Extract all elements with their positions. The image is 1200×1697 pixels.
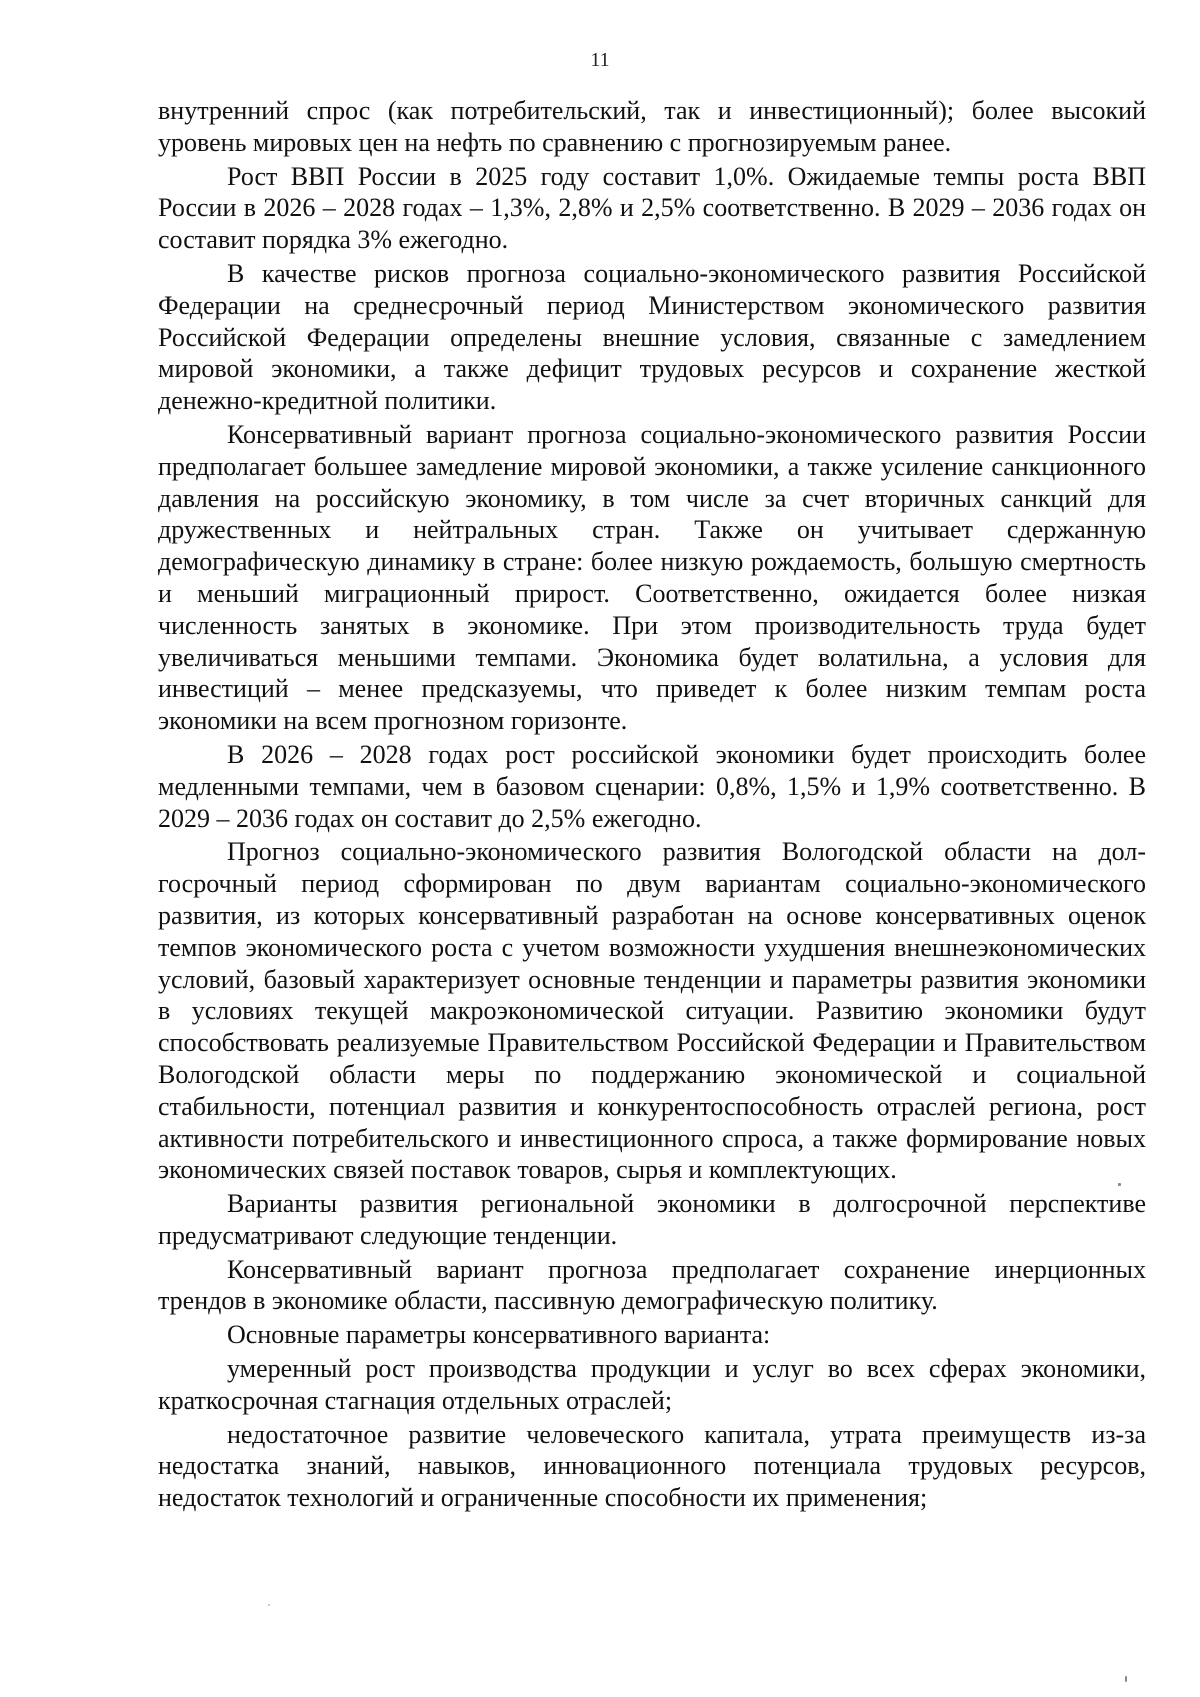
paragraph-main-parameters: Основные параметры консервативного варианта: bbox=[227, 1320, 771, 1350]
page-number: 11 bbox=[590, 49, 610, 71]
scan-speck bbox=[268, 1604, 270, 1606]
scan-speck bbox=[1118, 1183, 1121, 1186]
list-item-production-growth: умеренный рост производства продукции и услуг во всех сферах экономики, краткосрочная стагнация отдельных отраслей; bbox=[158, 1354, 1146, 1415]
scan-speck bbox=[1125, 1676, 1127, 1682]
paragraph-regional-variants: Варианты развития региональной экономики в долгосрочной перспективе предусматривают следующие тенденции. bbox=[158, 1189, 1146, 1250]
paragraph-growth-rates: В 2026 – 2028 годах рост российской экономики будет происходить более медленными темпами, чем в базовом сценарии: 0,8%, 1,5% и 1,9% соответственно. В 2029 – 2036 годах он составит до 2,5% ежегодно. bbox=[158, 739, 1146, 833]
list-item-human-capital: недостаточное развитие человеческого капитала, утрата преимуществ из-за недостатка знаний, навыков, инновационного потенциала трудовых ресурсов, недостаток технологий и ограниченные способности их применения; bbox=[158, 1419, 1146, 1513]
document-body bbox=[158, 95, 1146, 1516]
paragraph-gdp-growth: Рост ВВП России в 2025 году составит 1,0%. Ожидаемые темпы роста ВВП России в 2026 – 2028 годах – 1,3%, 2,8% и 2,5% соответственно. В 2029 – 2036 годах он составит порядка 3% ежегодно. bbox=[158, 161, 1146, 255]
paragraph-vologda-forecast: Прогноз социально-экономического развития Вологодской области на долгосрочный период сформирован по двум вариантам социально-экономического развития, из которых консервативный разработан на основе консервативных оценок темпов экономического роста с учетом возможности ухудшения внешнеэкономических условий, базовый характеризует основные тенденции и параметры развития экономики в условиях текущей макроэкономической ситуации. Развитию экономики будут способствовать реализуемые Правительством Российской Федерации и Правительством Вологодской области меры по поддержанию экономической и социальной стабильности, потенциал развития и конкурентоспособность отраслей региона, рост активности потребительского и инвестиционного спроса, а также формирование новых экономических связей поставок товаров, сырья и комплектующих. bbox=[158, 837, 1146, 1185]
paragraph-conservative-russia: Консервативный вариант прогноза социально-экономического развития России предполагает большее замедление мировой экономики, а также усиление санкционного давления на российскую экономику, в том числе за счет вторичных санкций для дружественных и нейтральных стран. Также он учитывает сдержанную демографическую динамику в стране: более низкую рождаемость, большую смертность и меньший миграционный прирост. Соответственно, ожидается более низкая численность занятых в экономике. При этом производительность труда будет увеличиваться меньшими темпами. Экономика будет волатильна, а условия для инвестиций – менее предсказуемы, что приведет к более низким темпам роста экономики на всем прогнозном горизонте. bbox=[158, 419, 1146, 736]
paragraph-continuation: внутренний спрос (как потребительский, так и инвестиционный); более высокий уровень мировых цен на нефть по сравнению с прогнозируемым ранее. bbox=[158, 96, 1146, 157]
paragraph-forecast-risks: В качестве рисков прогноза социально-экономического развития Российской Федерации на среднесрочный период Министерством экономического развития Российской Федерации определены внешние условия, связанные с замедлением мировой экономики, а также дефицит трудовых ресурсов и сохранение жесткой денежно-кредитной политики. bbox=[158, 258, 1146, 416]
paragraph-conservative-variant: Консервативный вариант прогноза предполагает сохранение инерционных трендов в экономике области, пассивную демографическую политику. bbox=[158, 1254, 1146, 1316]
